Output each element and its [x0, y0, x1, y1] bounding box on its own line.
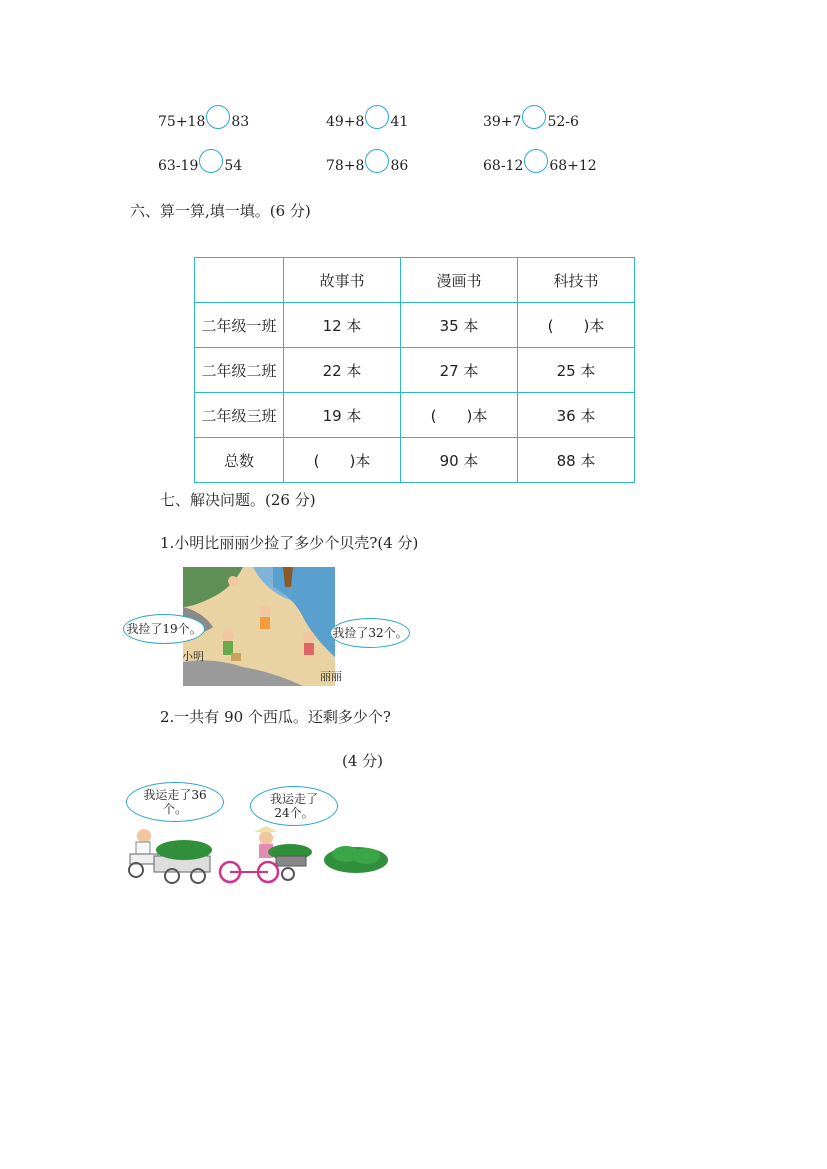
- answer-circle[interactable]: [199, 149, 223, 173]
- comparison-3: [483, 114, 579, 130]
- table-cell: 36 本: [518, 393, 635, 438]
- speech-bubble-lili: 我捡了32个。: [330, 618, 410, 648]
- comparison-left: 63-19: [158, 158, 199, 174]
- table-cell: 88 本: [518, 438, 635, 483]
- table-header-cell: 漫画书: [401, 258, 518, 303]
- watermelon-illustration: [126, 826, 392, 886]
- table-header-row: [195, 258, 635, 303]
- blank-cell[interactable]: ( )本: [401, 393, 518, 438]
- comparison-left: 78+8: [326, 158, 365, 174]
- comparison-left: 75+18: [158, 114, 206, 130]
- comparison-right: 86: [390, 158, 409, 174]
- table-header-cell: 科技书: [518, 258, 635, 303]
- table-row: [195, 438, 635, 483]
- table-cell: 27 本: [401, 348, 518, 393]
- name-label-lili: 丽丽: [320, 670, 342, 683]
- comparison-4: [158, 158, 242, 174]
- row-label: 二年级三班: [195, 393, 284, 438]
- table-cell: 90 本: [401, 438, 518, 483]
- row-label: 总数: [195, 438, 284, 483]
- section-6-heading: 六、算一算,填一填。(6 分): [130, 202, 311, 220]
- comparison-left: 68-12: [483, 158, 524, 174]
- table-cell: 19 本: [284, 393, 401, 438]
- comparison-right: 68+12: [549, 158, 597, 174]
- comparison-right: 41: [390, 114, 409, 130]
- comparison-5: [326, 158, 408, 174]
- comparison-left: 49+8: [326, 114, 365, 130]
- name-label-xiaoming: 小明: [182, 650, 204, 663]
- table-cell: 12 本: [284, 303, 401, 348]
- table-row: [195, 393, 635, 438]
- comparison-2: [326, 114, 408, 130]
- row-label: 二年级一班: [195, 303, 284, 348]
- speech-bubble-xiaoming: 我捡了19个。: [123, 614, 205, 644]
- comparison-right: 54: [224, 158, 243, 174]
- table-cell: [195, 258, 284, 303]
- blank-cell[interactable]: ( )本: [284, 438, 401, 483]
- comparison-right: 52-6: [547, 114, 579, 130]
- table-row: [195, 303, 635, 348]
- books-table: [194, 257, 635, 483]
- blank-cell[interactable]: ( )本: [518, 303, 635, 348]
- comparison-right: 83: [231, 114, 250, 130]
- speech-bubble-left: 我运走了36个。: [126, 782, 224, 822]
- answer-circle[interactable]: [365, 149, 389, 173]
- question-1-text: 1.小明比丽丽少捡了多少个贝壳?(4 分): [160, 534, 419, 552]
- speech-bubble-right: 我运走了24个。: [250, 786, 338, 826]
- answer-circle[interactable]: [524, 149, 548, 173]
- table-cell: 35 本: [401, 303, 518, 348]
- table-header-cell: 故事书: [284, 258, 401, 303]
- answer-circle[interactable]: [206, 105, 230, 129]
- table-cell: 22 本: [284, 348, 401, 393]
- answer-circle[interactable]: [365, 105, 389, 129]
- beach-illustration: [183, 567, 335, 686]
- answer-circle[interactable]: [522, 105, 546, 129]
- section-7-heading: 七、解决问题。(26 分): [160, 491, 316, 509]
- table-row: [195, 348, 635, 393]
- comparison-6: [483, 158, 597, 174]
- row-label: 二年级二班: [195, 348, 284, 393]
- comparison-1: [158, 114, 249, 130]
- question-2-text: 2.一共有 90 个西瓜。还剩多少个?: [160, 708, 391, 726]
- question-2-score: (4 分): [342, 752, 384, 770]
- comparison-left: 39+7: [483, 114, 522, 130]
- table-cell: 25 本: [518, 348, 635, 393]
